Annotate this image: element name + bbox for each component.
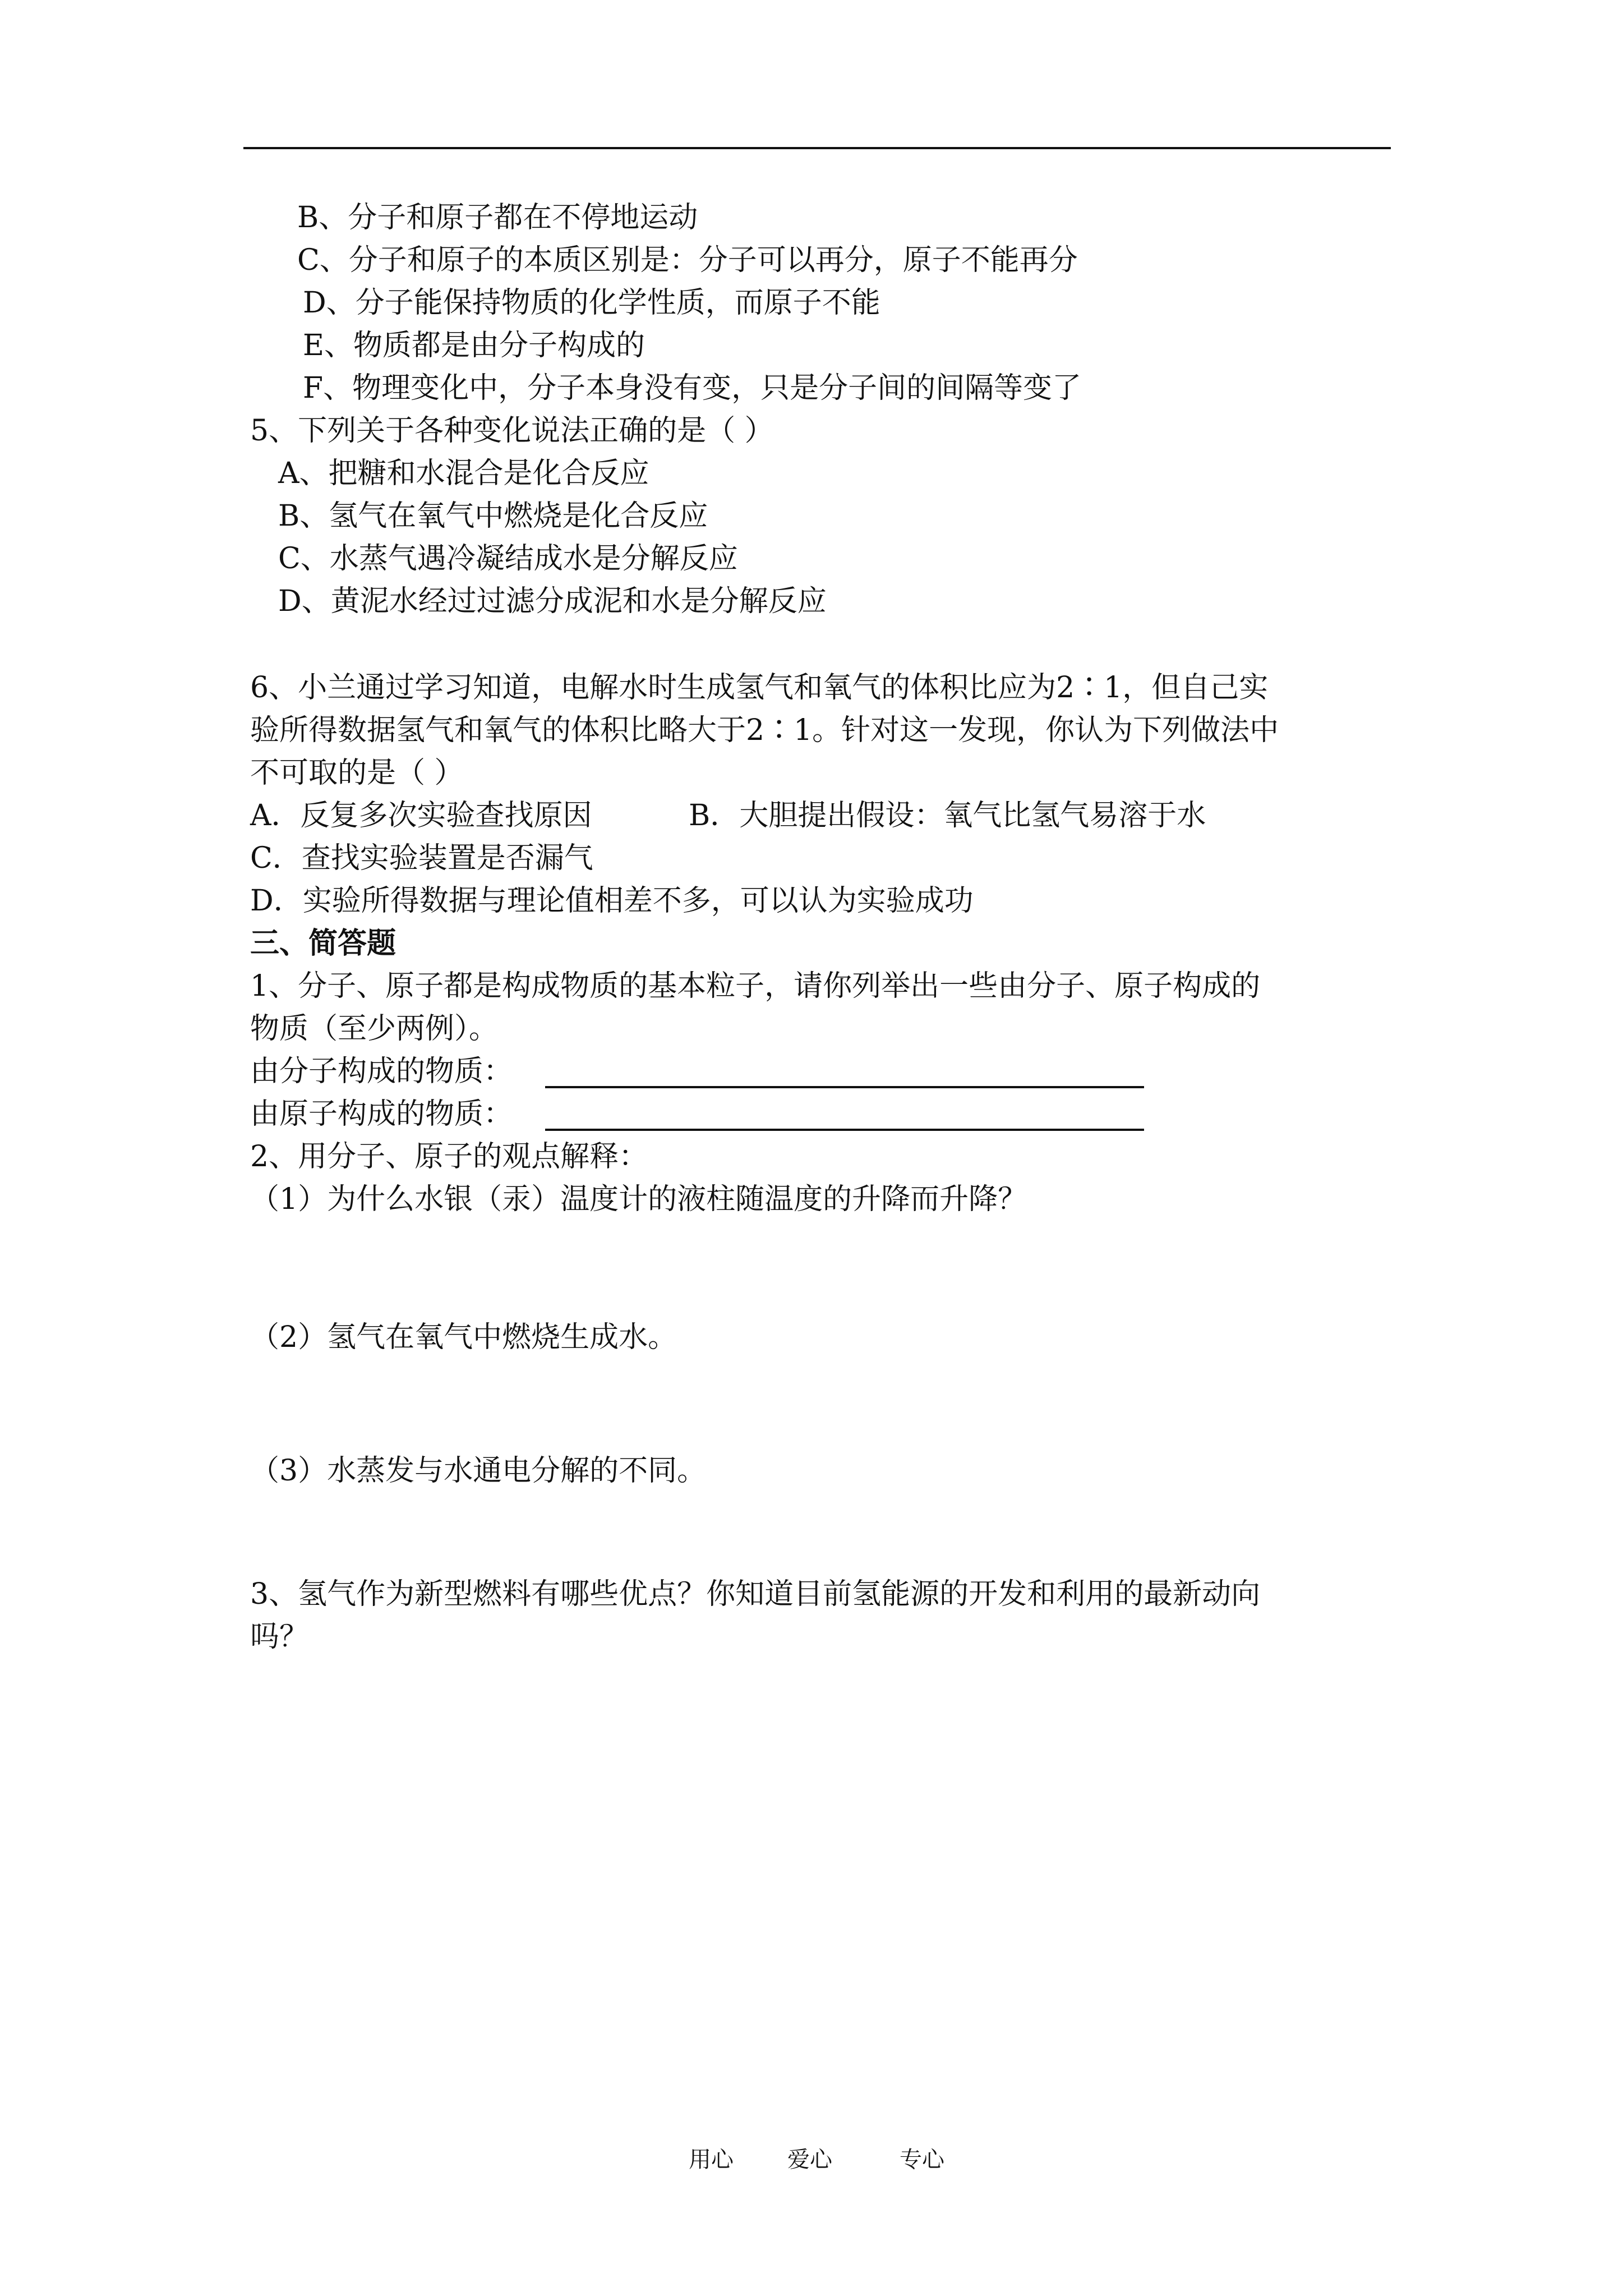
q6-option-a: A．反复多次实验查找原因 — [250, 799, 592, 832]
q6-option-b: B．大胆提出假设：氧气比氢气易溶于水 — [689, 799, 1206, 832]
molecule-substance-label: 由分子构成的物质： — [250, 1055, 513, 1088]
footer-word-2: 爱心 — [787, 2147, 832, 2173]
s3-q2-sub-2: （2）氢气在氧气中燃烧生成水。 — [250, 1320, 677, 1354]
s3-q2-sub-3: （3）水蒸发与水通电分解的不同。 — [250, 1454, 707, 1488]
s3-q3-line-1: 3、氢气作为新型燃料有哪些优点？你知道目前氢能源的开发和利用的最新动向 — [250, 1577, 1261, 1611]
s3-q3-line-2: 吗？ — [250, 1620, 309, 1654]
q5-option-b: B、氢气在氧气中燃烧是化合反应 — [278, 499, 708, 533]
q4-option-c: C、分子和原子的本质区别是：分子可以再分，原子不能再分 — [297, 243, 1078, 277]
atom-answer-blank[interactable] — [545, 1129, 1144, 1131]
q6-option-d: D．实验所得数据与理论值相差不多，可以认为实验成功 — [250, 884, 974, 918]
s3-q1-line-2: 物质（至少两例）。 — [250, 1012, 499, 1046]
header-rule — [243, 147, 1391, 149]
q5-stem: 5、下列关于各种变化说法正确的是（ ） — [250, 414, 774, 448]
q4-option-e: E、物质都是由分子构成的 — [303, 329, 645, 362]
q6-option-c: C．查找实验装置是否漏气 — [250, 841, 593, 875]
s3-q2-stem: 2、用分子、原子的观点解释： — [250, 1140, 648, 1174]
q5-option-c: C、水蒸气遇冷凝结成水是分解反应 — [278, 542, 738, 576]
atom-substance-label: 由原子构成的物质： — [250, 1097, 513, 1131]
section-heading: 三、简答题 — [250, 926, 396, 960]
q4-option-d: D、分子能保持物质的化学性质，而原子不能 — [303, 286, 880, 320]
footer-word-3: 专心 — [900, 2147, 944, 2173]
q5-option-d: D、黄泥水经过过滤分成泥和水是分解反应 — [278, 585, 827, 618]
footer-word-1: 用心 — [689, 2147, 734, 2173]
q5-option-a: A、把糖和水混合是化合反应 — [278, 457, 649, 490]
molecule-answer-blank[interactable] — [545, 1086, 1144, 1088]
q6-stem-line-2: 验所得数据氢气和氧气的体积比略大于2∶1。针对这一发现，你认为下列做法中 — [250, 714, 1279, 747]
s3-q2-sub-1: （1）为什么水银（汞）温度计的液柱随温度的升降而升降？ — [250, 1182, 1027, 1216]
q4-option-f: F、物理变化中，分子本身没有变，只是分子间的间隔等变了 — [303, 371, 1082, 405]
q4-option-b: B、分子和原子都在不停地运动 — [297, 201, 698, 234]
s3-q1-line-1: 1、分子、原子都是构成物质的基本粒子，请你列举出一些由分子、原子构成的 — [250, 969, 1261, 1003]
q6-stem-line-1: 6、小兰通过学习知道，电解水时生成氢气和氧气的体积比应为2∶1，但自己实 — [250, 671, 1269, 705]
q6-stem-line-3: 不可取的是（ ） — [250, 756, 464, 790]
